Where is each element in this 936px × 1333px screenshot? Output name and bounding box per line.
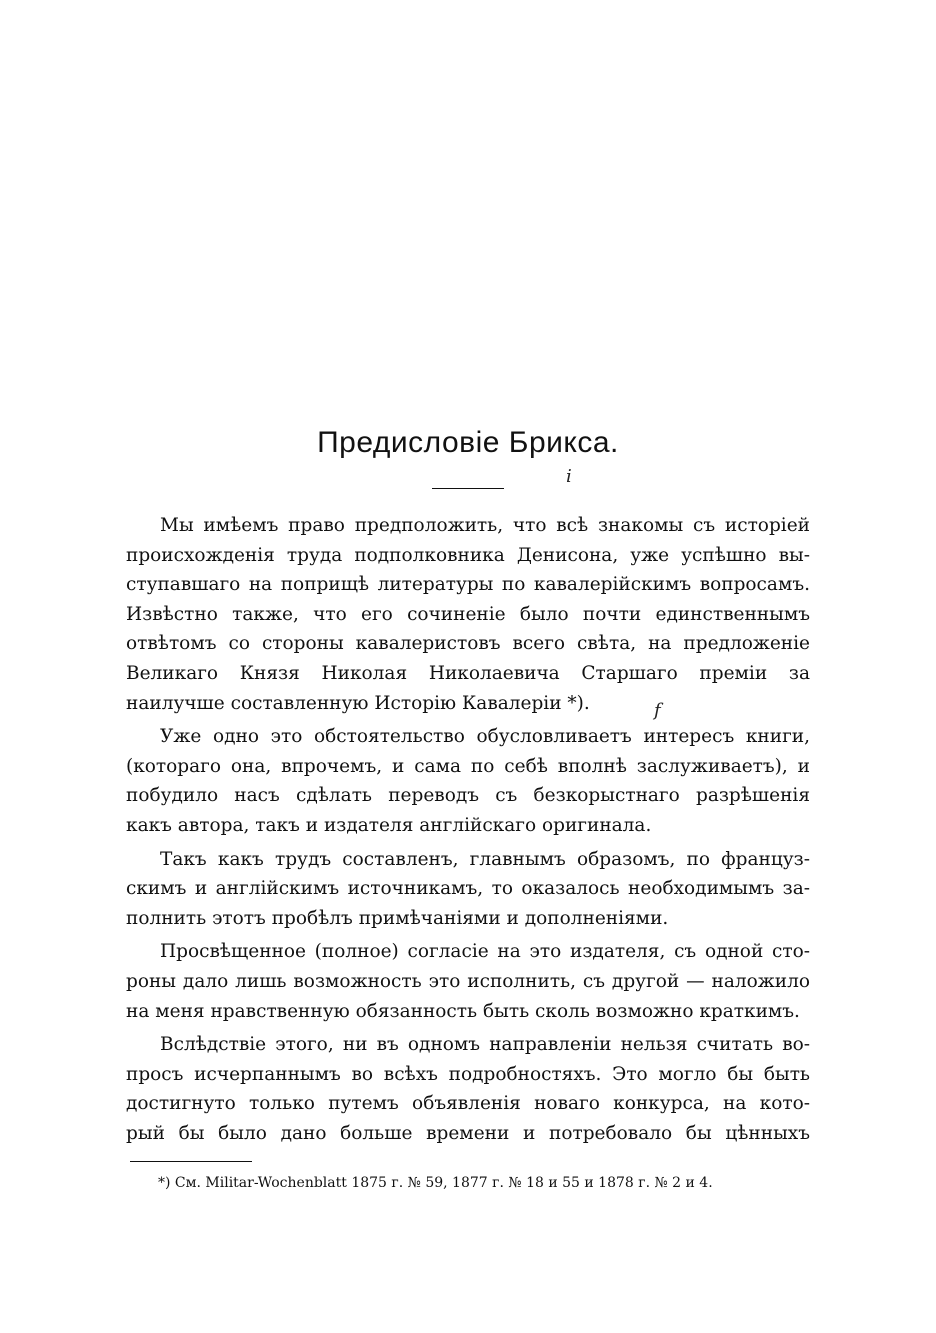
- text-line: ступавшаго на поприщѣ литературы по кавалерійскимъ вопросамъ.: [126, 574, 810, 596]
- text-line: рый бы было дано больше времени и потребовало бы цѣнныхъ: [126, 1122, 810, 1144]
- text-line: (котораго она, впрочемъ, и сама по себѣ вполнѣ заслуживаетъ), и: [126, 755, 810, 777]
- text-line: Великаго Князя Николая Николаевича Старшаго преміи за: [126, 662, 810, 684]
- footnote-divider: [130, 1161, 252, 1162]
- text-line: Извѣстно также, что его сочиненіе было почти единственнымъ: [126, 603, 810, 625]
- text-line: побудило насъ сдѣлать переводъ съ безкорыстнаго разрѣшенія: [126, 785, 810, 807]
- footnote: *) См. Militar-Wochenblatt 1875 г. № 59, 1877 г. № 18 и 55 и 1878 г. № 2 и 4.: [158, 1175, 713, 1191]
- text-line: какъ автора, такъ и издателя англійскаго оригинала.: [126, 814, 652, 836]
- text-line: Такъ какъ трудъ составленъ, главнымъ образомъ, по француз-: [160, 848, 810, 870]
- text-line: Просвѣщенное (полное) согласіе на это издателя, съ одной сто-: [160, 941, 810, 963]
- text-line: Уже одно это обстоятельство обусловливаетъ интересъ книги,: [160, 726, 810, 748]
- text-line: просъ исчерпаннымъ во всѣхъ подробностяхъ. Это могло бы быть: [126, 1063, 810, 1085]
- text-line: наилучше составленную Исторію Кавалеріи *).: [126, 692, 590, 714]
- text-line: скимъ и англійскимъ источникамъ, то оказалось необходимымъ за-: [126, 878, 810, 900]
- text-line: отвѣтомъ со стороны кавалеристовъ всего свѣта, на предложеніе: [126, 633, 810, 655]
- text-line: на меня нравственную обязанность быть сколь возможно краткимъ.: [126, 1000, 800, 1022]
- text-line: Мы имѣемъ право предположить, что всѣ знакомы съ исторіей: [160, 515, 810, 536]
- handwritten-mark: f: [654, 700, 661, 721]
- text-line: достигнуто только путемъ объявленія новаго конкурса, на кото-: [126, 1093, 810, 1115]
- text-line: Вслѣдствіе этого, ни въ одномъ направленіи нельзя считать во-: [160, 1034, 810, 1056]
- body-text: [126, 511, 810, 1148]
- text-line: роны дало лишь возможность это исполнить, съ другой — наложило: [126, 970, 810, 992]
- text-line: происхожденія труда подполковника Денисона, уже успѣшно вы-: [126, 544, 810, 566]
- title-divider: [432, 488, 504, 489]
- text-line: полнить этотъ пробѣлъ примѣчаніями и дополненіями.: [126, 907, 669, 929]
- page-title: Предисловіе Брикса.: [317, 426, 619, 459]
- handwritten-mark: i: [566, 466, 572, 487]
